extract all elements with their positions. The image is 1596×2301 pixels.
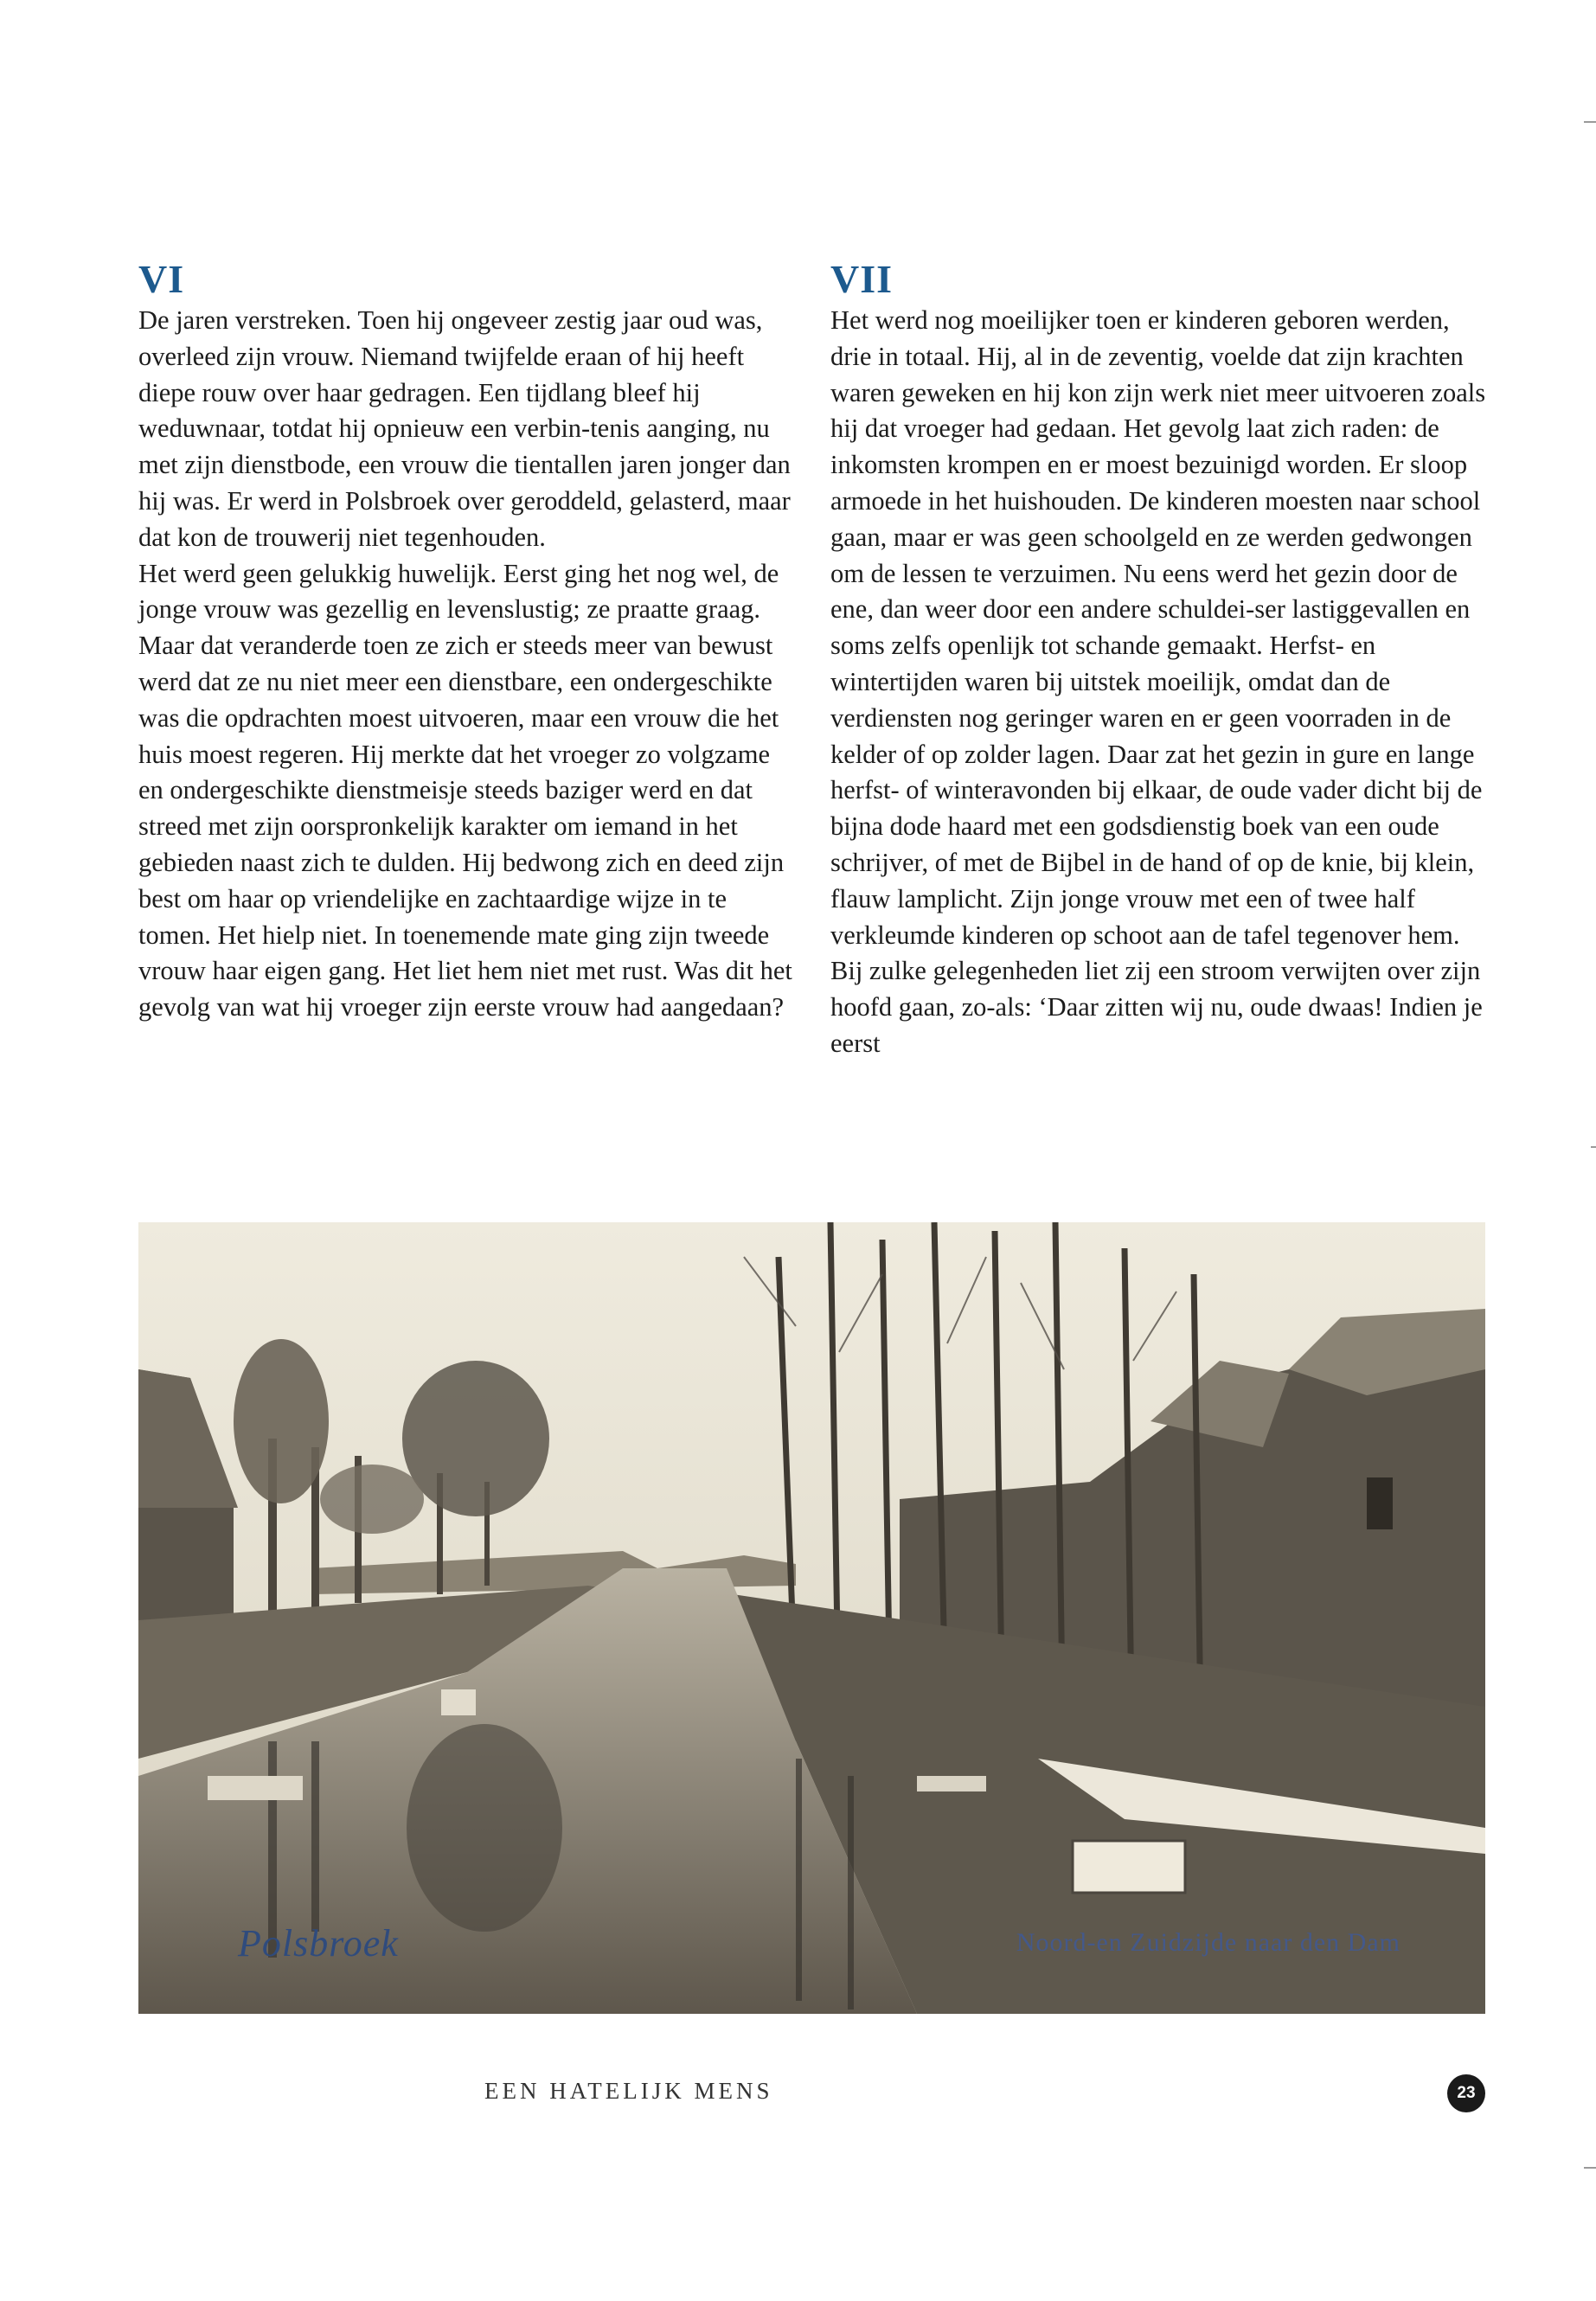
boat (441, 1689, 476, 1715)
crop-mark (1584, 2167, 1596, 2169)
crop-mark (1584, 121, 1596, 123)
paragraph: Het werd geen gelukkig huwelijk. Eerst ging het nog wel, de jonge vrouw was gezellig en levenslustig; ze praatte graag. Maar dat veranderde toen ze zich er steeds meer van bewust werd dat ze nu niet meer een dienstbare, een ondergeschikte was die opdrachten moest uitvoeren, maar een vrouw die het huis moest regeren. Hij merkte dat het vroeger zo volgzame en ondergeschikte dienstmeisje steeds baziger werd en dat streed met zijn oorspronkelijk karakter om iemand in het gebieden naast zich te dulden. Hij bedwong zich en deed zijn best om haar op vriendelijke en zachtaardige wijze in te tomen. Het hielp niet. In toenemende mate ging zijn tweede vrouw haar eigen gang. Het liet hem niet met rust. Was dit het gevolg van wat hij vroeger zijn eerste vrouw had aangedaan? (138, 558, 792, 1022)
crop-mark (1591, 1146, 1596, 1148)
historic-postcard-photo (138, 1222, 1485, 2014)
paragraph: Het werd nog moeilijker toen er kinderen geboren werden, drie in totaal. Hij, al in de zeventig, voelde dat zijn krachten waren geweken en hij kon zijn werk niet meer uitvoeren zoals hij dat vroeger had gedaan. Het gevolg laat zich raden: de inkomsten krompen en er moest bezuinigd worden. Er sloop armoede in het huishouden. De kinderen moesten naar school gaan, maar er was geen schoolgeld en ze werden gedwongen om de lessen te verzuimen. Nu eens werd het gezin door de ene, dan weer door een andere schuldei-ser lastiggevallen en soms zelfs openlijk tot schande gemaakt. Herfst- en wintertijden waren bij uitstek moeilijk, omdat dan de verdiensten nog geringer waren en er geen voorraden in de kelder of op zolder lagen. Daar zat het gezin in gure en lange herfst- of winteravonden bij elkaar, de oude vader dicht bij de bijna dode haard met een godsdienstig boek van een oude schrijver, of met de Bijbel in de hand of op de knie, bij klein, flauw lamplicht. Zijn jonge vrouw met een of twee half verkleumde kinderen op schoot aan de tafel tegenover hem. Bij zulke gelegenheden liet zij een stroom verwijten over zijn hoofd gaan, zo-als: ‘Daar zitten wij nu, oude dwaas! Indien je eerst (830, 305, 1486, 1058)
page-number-badge: 23 (1447, 2074, 1485, 2112)
paragraph: De jaren verstreken. Toen hij ongeveer zestig jaar oud was, overleed zijn vrouw. Niemand twijfelde eraan of hij heeft diepe rouw over haar gedragen. Een tijdlang bleef hij weduwnaar, totdat hij opnieuw een verbin-tenis aanging, nu met zijn dienstbode, een vrouw die tientallen jaren jonger dan hij was. Er werd in Polsbroek over geroddeld, gelasterd, maar dat kon de trouwerij niet tegenhouden. (138, 305, 791, 552)
postcard-caption-place: Polsbroek (238, 1922, 399, 1965)
canal-village-illustration (138, 1222, 1485, 2014)
running-footer-title: EEN HATELIJK MENS (484, 2078, 773, 2104)
section-vi (138, 258, 796, 1026)
section-vii (830, 258, 1488, 1062)
section-heading: VII (830, 257, 894, 301)
crate (1073, 1841, 1185, 1893)
section-heading: VI (138, 257, 185, 301)
boat (208, 1776, 303, 1800)
postcard-caption-location: Noord-en Zuidzijde naar den Dam (1016, 1928, 1401, 1957)
